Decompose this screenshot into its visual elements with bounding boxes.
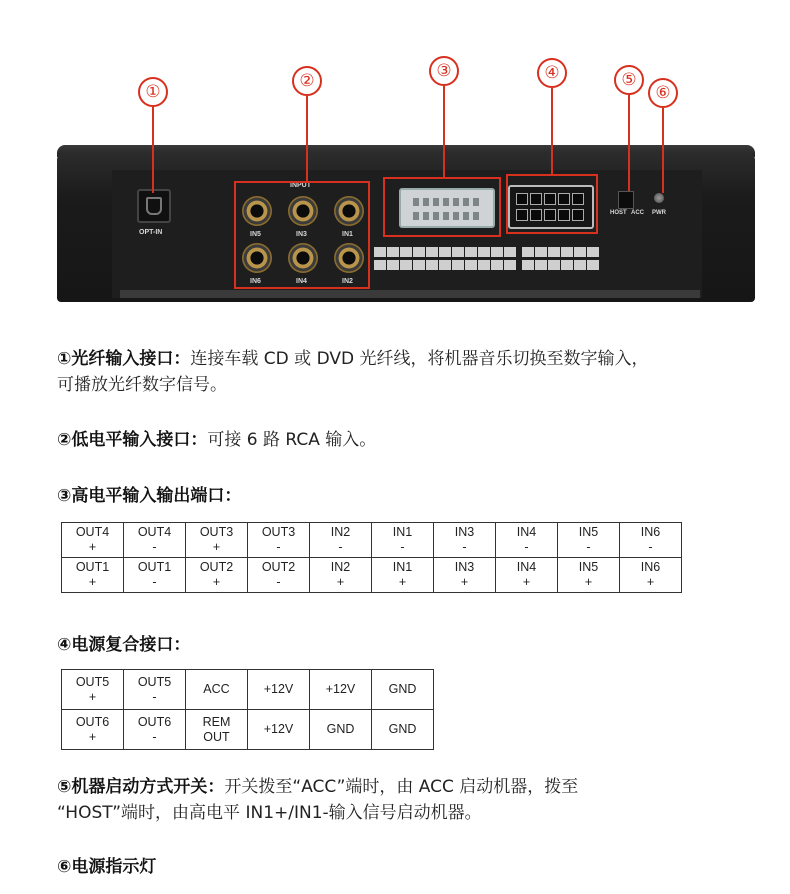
section-1-title: ①光纤输入接口：	[57, 349, 191, 369]
table-cell	[186, 523, 248, 558]
in4-label: IN4	[296, 278, 307, 285]
cell-label: IN5	[578, 525, 599, 539]
cell-label: OUT3	[261, 525, 296, 539]
section-1-body-1: 连接车载 CD 或 DVD 光纤线，将机器音乐切换至数字输入，	[190, 349, 649, 369]
section-5-line-1	[57, 774, 578, 800]
cell-label: OUT6	[75, 714, 110, 729]
cell-label: +12V	[325, 682, 356, 696]
cell-polarity: +	[88, 729, 97, 744]
power-pin-table	[61, 669, 434, 750]
cell-polarity: +	[522, 575, 531, 589]
section-2-title: ②低电平输入接口：	[57, 430, 208, 450]
cell-label: ACC	[203, 682, 230, 696]
cell-label: OUT1	[75, 560, 110, 574]
in3-label: IN3	[296, 231, 307, 238]
cell-polarity: -	[586, 540, 591, 554]
highlight-box-2	[234, 181, 370, 289]
table-cell	[310, 670, 372, 710]
in5-label: IN5	[250, 231, 261, 238]
table-cell	[310, 558, 372, 593]
highlight-box-4	[506, 174, 598, 234]
cell-polarity: -	[152, 540, 157, 554]
section-5	[57, 774, 578, 826]
callout-2: ②	[292, 66, 322, 96]
cell-polarity: OUT	[203, 729, 230, 744]
callout-5: ⑤	[614, 65, 644, 95]
section-4-title: ④电源复合接口：	[57, 635, 191, 655]
section-3-title: ③高电平输入输出端口：	[57, 486, 242, 506]
cell-polarity: -	[524, 540, 529, 554]
table-cell	[434, 523, 496, 558]
cell-polarity: -	[648, 540, 653, 554]
cell-polarity: +	[584, 575, 593, 589]
table-cell	[186, 670, 248, 710]
table-cell	[62, 523, 124, 558]
table-cell	[248, 710, 310, 750]
cell-label: +12V	[263, 682, 294, 696]
in6-label: IN6	[250, 278, 261, 285]
cell-label: IN3	[454, 560, 475, 574]
cell-label: IN6	[640, 525, 661, 539]
host-label: HOST	[610, 210, 627, 216]
section-5-title: ⑤机器启动方式开关：	[57, 777, 225, 797]
cell-polarity: +	[88, 575, 97, 589]
cell-polarity: -	[152, 729, 157, 744]
cell-polarity: -	[152, 575, 157, 589]
cell-label: IN2	[330, 525, 351, 539]
cell-label: IN4	[516, 560, 537, 574]
table-cell	[558, 558, 620, 593]
callout-6-line	[662, 108, 664, 193]
section-1-line-1	[57, 346, 649, 372]
callout-2-line	[306, 96, 308, 181]
table-cell	[186, 558, 248, 593]
table-cell	[124, 670, 186, 710]
input-label: INPUT	[290, 182, 311, 189]
cell-label: OUT5	[137, 674, 172, 689]
section-1	[57, 346, 649, 398]
cell-label: GND	[388, 682, 417, 696]
callout-1-line	[152, 107, 154, 193]
table-cell	[62, 558, 124, 593]
section-5-body-2: “HOST”端时，由高电平 IN1+/IN1-输入信号启动机器。	[57, 803, 482, 823]
cell-label: OUT1	[137, 560, 172, 574]
section-2-body: 可接 6 路 RCA 输入。	[207, 430, 377, 450]
table-cell	[372, 558, 434, 593]
callout-4-line	[551, 88, 553, 174]
table-cell	[558, 523, 620, 558]
table-cell	[372, 523, 434, 558]
table-cell	[434, 558, 496, 593]
cell-label: IN6	[640, 560, 661, 574]
cell-label: +12V	[263, 722, 294, 736]
acc-label: ACC	[631, 210, 644, 216]
cell-label: OUT4	[137, 525, 172, 539]
table-cell	[124, 523, 186, 558]
cell-label: IN2	[330, 560, 351, 574]
cell-polarity: -	[276, 540, 281, 554]
highlight-box-3	[383, 177, 501, 237]
cell-polarity: +	[398, 575, 407, 589]
cell-polarity: +	[88, 689, 97, 704]
cell-polarity: +	[646, 575, 655, 589]
power-pin-strip-bottom	[522, 260, 599, 270]
cell-label: OUT4	[75, 525, 110, 539]
table-cell	[496, 523, 558, 558]
power-led	[654, 193, 664, 203]
opt-in-label: OPT-IN	[139, 229, 163, 236]
cell-label: OUT2	[261, 560, 296, 574]
cell-polarity: -	[338, 540, 343, 554]
section-6-title: ⑥电源指示灯	[57, 857, 157, 877]
section-5-body-1: 开关拨至“ACC”端时，由 ACC 启动机器，拨至	[224, 777, 579, 797]
table-cell	[62, 670, 124, 710]
pin-label-strip-bottom	[374, 260, 516, 270]
cell-label: OUT3	[199, 525, 234, 539]
cell-label: IN4	[516, 525, 537, 539]
cell-label: REM	[202, 714, 231, 729]
callout-1: ①	[138, 77, 168, 107]
table-cell	[248, 558, 310, 593]
power-pin-strip-top	[522, 247, 599, 257]
callout-4: ④	[537, 58, 567, 88]
optical-port	[137, 189, 171, 223]
cell-label: OUT5	[75, 674, 110, 689]
cell-label: IN1	[392, 560, 413, 574]
section-1-body-2: 可播放光纤数字信号。	[57, 375, 227, 395]
device-bottom-ledge	[120, 290, 700, 298]
table-row	[62, 558, 682, 593]
high-level-pin-table	[61, 522, 682, 593]
start-mode-switch	[618, 191, 634, 209]
cell-polarity: +	[460, 575, 469, 589]
cell-polarity: +	[88, 540, 97, 554]
table-cell	[62, 710, 124, 750]
table-cell	[620, 558, 682, 593]
cell-polarity: +	[212, 575, 221, 589]
pwr-label: PWR	[652, 210, 666, 216]
table-cell	[186, 710, 248, 750]
in2-label: IN2	[342, 278, 353, 285]
pin-label-strip-top	[374, 247, 516, 257]
table-cell	[248, 523, 310, 558]
callout-5-line	[628, 95, 630, 191]
table-cell	[124, 710, 186, 750]
section-2	[57, 427, 376, 453]
table-row	[62, 670, 434, 710]
cell-polarity: -	[400, 540, 405, 554]
cell-label: OUT2	[199, 560, 234, 574]
table-row	[62, 710, 434, 750]
cell-label: OUT6	[137, 714, 172, 729]
table-cell	[372, 670, 434, 710]
callout-3: ③	[429, 56, 459, 86]
cell-label: IN1	[392, 525, 413, 539]
table-cell	[620, 523, 682, 558]
table-cell	[310, 523, 372, 558]
cell-polarity: -	[152, 689, 157, 704]
cell-polarity: -	[462, 540, 467, 554]
in1-label: IN1	[342, 231, 353, 238]
table-cell	[248, 670, 310, 710]
table-cell	[372, 710, 434, 750]
cell-polarity: +	[212, 540, 221, 554]
cell-label: GND	[388, 722, 417, 736]
table-cell	[310, 710, 372, 750]
callout-6: ⑥	[648, 78, 678, 108]
table-row	[62, 523, 682, 558]
table-cell	[496, 558, 558, 593]
cell-label: GND	[326, 722, 355, 736]
callout-3-line	[443, 86, 445, 177]
cell-label: IN5	[578, 560, 599, 574]
table-cell	[124, 558, 186, 593]
cell-polarity: +	[336, 575, 345, 589]
cell-label: IN3	[454, 525, 475, 539]
cell-polarity: -	[276, 575, 281, 589]
